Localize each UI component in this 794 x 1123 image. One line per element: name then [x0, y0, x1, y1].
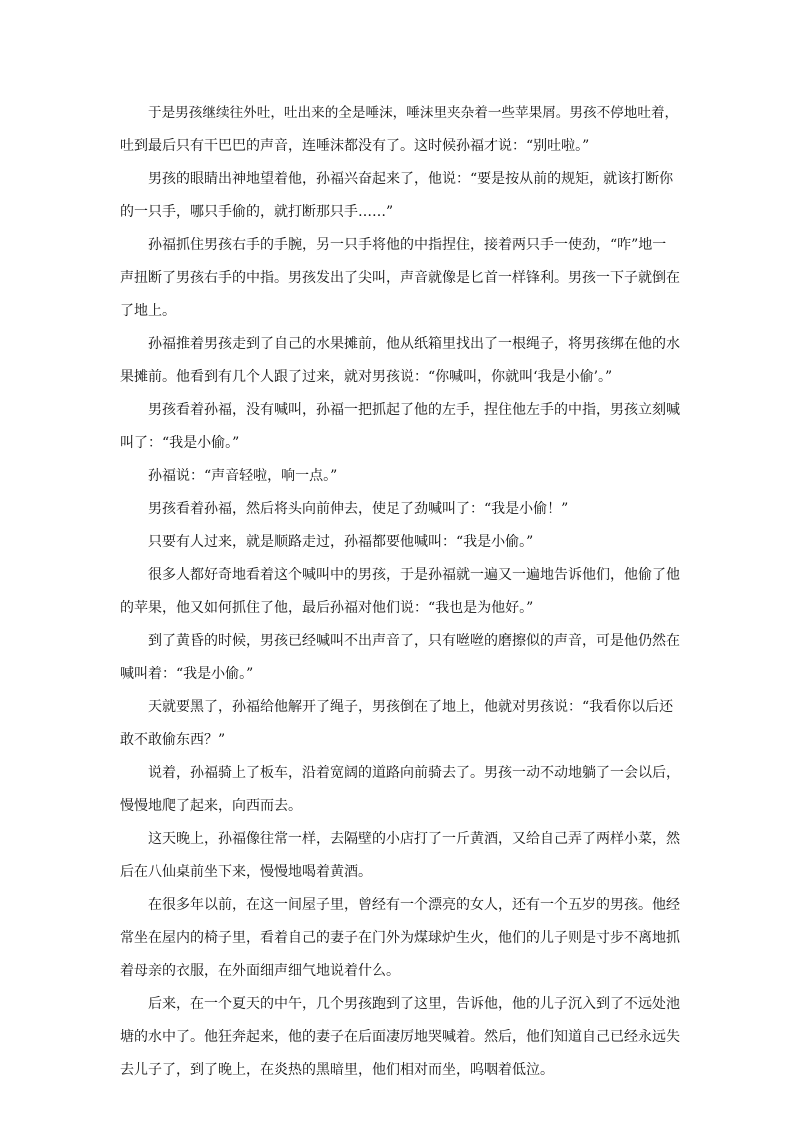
- text-line: 吐到最后只有干巴巴的声音，连唾沫都没有了。这时候孙福才说：“别吐啦。”: [120, 138, 590, 154]
- text-line: 到了黄昏的时候，男孩已经喊叫不出声音了，只有咝咝的磨擦似的声音，可是他仍然在: [148, 633, 680, 649]
- text-line: 去儿子了，到了晚上，在炎热的黑暗里，他们相对而坐，呜咽着低泣。: [120, 1062, 554, 1078]
- text-line: 慢慢地爬了起来，向西而去。: [120, 798, 302, 814]
- text-line: 孙福说：“声音轻啦，响一点。”: [148, 468, 338, 484]
- text-line: 叫了：“我是小偷。”: [120, 435, 240, 451]
- text-line: 塘的水中了。他狂奔起来，他的妻子在后面凄厉地哭喊着。然后，他们知道自己已经永远失: [120, 1029, 680, 1045]
- text-line: 孙福抓住男孩右手的手腕，另一只手将他的中指捏住，接着两只手一使劲，“咋”地一: [148, 237, 667, 253]
- text-line: 天就要黑了，孙福给他解开了绳子，男孩倒在了地上，他就对男孩说：“我看你以后还: [148, 699, 674, 715]
- text-line: 声扭断了男孩右手的中指。男孩发出了尖叫，声音就像是匕首一样锋利。男孩一下子就倒在: [120, 270, 680, 286]
- text-line: 后在八仙桌前坐下来，慢慢地喝着黄酒。: [120, 864, 372, 880]
- story-text-block: [120, 97, 680, 1087]
- text-line: 说着，孙福骑上了板车，沿着宽阔的道路向前骑去了。男孩一动不动地躺了一会以后，: [148, 765, 680, 781]
- text-line: 敢不敢偷东西？”: [120, 732, 226, 748]
- text-line: 的一只手，哪只手偷的，就打断那只手……”: [120, 204, 394, 220]
- text-line: 于是男孩继续往外吐，吐出来的全是唾沫，唾沫里夹杂着一些苹果屑。男孩不停地吐着，: [148, 105, 679, 121]
- text-line: 的苹果，他又如何抓住了他，最后孙福对他们说：“我也是为他好。”: [120, 600, 534, 616]
- text-line: 孙福推着男孩走到了自己的水果摊前，他从纸箱里找出了一根绳子，将男孩绑在他的水: [148, 336, 680, 352]
- text-line: 在很多年以前，在这一间屋子里，曾经有一个漂亮的女人，还有一个五岁的男孩。他经: [148, 897, 680, 913]
- text-line: 着母亲的衣服，在外面细声细气地说着什么。: [120, 963, 400, 979]
- text-line: 男孩看着孙福，没有喊叫，孙福一把抓起了他的左手，捏住他左手的中指，男孩立刻喊: [148, 402, 680, 418]
- text-line: 喊叫着：“我是小偷。”: [120, 666, 254, 682]
- text-line: 很多人都好奇地看着这个喊叫中的男孩，于是孙福就一遍又一遍地告诉他们，他偷了他: [148, 567, 680, 583]
- text-line: 了地上。: [120, 303, 176, 319]
- text-line: 男孩的眼睛出神地望着他，孙福兴奋起来了，他说：“要是按从前的规矩，就该打断你: [148, 171, 674, 187]
- text-line: 男孩看着孙福，然后将头向前伸去，使足了劲喊叫了：“我是小偷！”: [148, 501, 569, 517]
- text-line: 果摊前。他看到有几个人跟了过来，就对男孩说：“你喊叫，你就叫‘我是小偷’。”: [120, 369, 613, 385]
- text-line: 这天晚上，孙福像往常一样，去隔壁的小店打了一斤黄酒，又给自己弄了两样小菜，然: [148, 831, 680, 847]
- text-line: 常坐在屋内的椅子里，看着自己的妻子在门外为煤球炉生火，他们的儿子则是寸步不离地抓: [120, 930, 680, 946]
- text-line: 只要有人过来，就是顺路走过，孙福都要他喊叫：“我是小偷。”: [148, 534, 534, 550]
- text-line: 后来，在一个夏天的中午，几个男孩跑到了这里，告诉他，他的儿子沉入到了不远处池: [148, 996, 680, 1012]
